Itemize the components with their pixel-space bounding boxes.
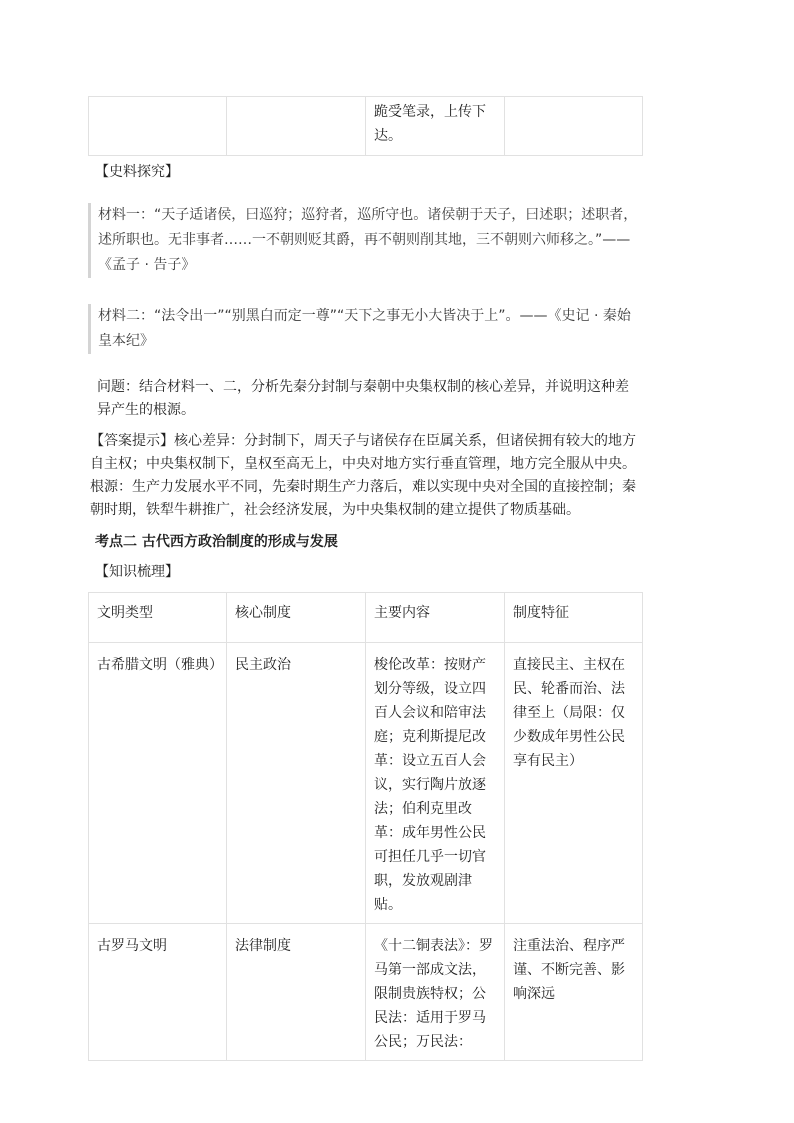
cell-content: 梭伦改革：按财产划分等级，设立四百人会议和陪审法庭；克利斯提尼改革：设立五百人会议，实行陶片放逐法；伯利克里改革：成年男性公民可担任几乎一切官职，发放观剧津贴。 xyxy=(366,643,505,924)
material-1-quote: 材料一：“天子适诸侯，曰巡狩；巡狩者，巡所守也。诸侯朝于天子，曰述职；述职者，述所职也。无非事者……一不朝则贬其爵，再不朝则削其地，三不朝则六师移之。”——《孟子 · 告子》 xyxy=(88,203,643,278)
table-header-row xyxy=(89,593,643,643)
header-civilization-type: 文明类型 xyxy=(89,593,227,643)
table-cell: 跪受笔录，上传下达。 xyxy=(366,97,505,156)
cell-system: 法律制度 xyxy=(227,924,366,1061)
answer-hint: 【答案提示】核心差异：分封制下，周天子与诸侯存在臣属关系，但诸侯拥有较大的地方自主权；中央集权制下，皇权至高无上，中央对地方实行垂直管理，地方完全服从中央。根源：生产力发展水平不同，先秦时期生产力落后，难以实现中央对全国的直接控制；秦朝时期，铁犁牛耕推广，社会经济发展，为中央集权制的建立提供了物质基础。 xyxy=(90,433,636,518)
table-cell xyxy=(227,97,366,156)
header-system-feature: 制度特征 xyxy=(505,593,643,643)
header-core-system: 核心制度 xyxy=(227,593,366,643)
continued-table xyxy=(88,96,643,156)
cell-system: 民主政治 xyxy=(227,643,366,924)
cell-feature: 注重法治、程序严谨、不断完善、影响深远 xyxy=(505,924,643,1061)
header-main-content: 主要内容 xyxy=(366,593,505,643)
cell-type: 古希腊文明（雅典） xyxy=(89,643,227,924)
table-cell xyxy=(89,97,227,156)
cell-feature: 直接民主、主权在民、轮番而治、法律至上（局限：仅少数成年男性公民享有民主） xyxy=(505,643,643,924)
table-cell xyxy=(505,97,643,156)
kaodian-title: 考点二 古代西方政治制度的形成与发展 xyxy=(95,534,338,550)
table-row xyxy=(89,643,643,924)
section-heading-shiliao: 【史料探究】 xyxy=(95,164,179,180)
knowledge-table xyxy=(88,592,643,1061)
section-heading-zhishi: 【知识梳理】 xyxy=(95,564,179,580)
cell-content: 《十二铜表法》：罗马第一部成文法，限制贵族特权；公民法：适用于罗马公民；万民法： xyxy=(366,924,505,1061)
material-2-quote: 材料二：“法令出一”“别黑白而定一尊”“天下之事无小大皆决于上”。——《史记 · 秦始皇本纪》 xyxy=(88,304,643,354)
cell-type: 古罗马文明 xyxy=(89,924,227,1061)
table-row xyxy=(89,97,643,156)
table-row xyxy=(89,924,643,1061)
question-text: 问题：结合材料一、二，分析先秦分封制与秦朝中央集权制的核心差异，并说明这种差异产生的根源。 xyxy=(97,379,629,418)
